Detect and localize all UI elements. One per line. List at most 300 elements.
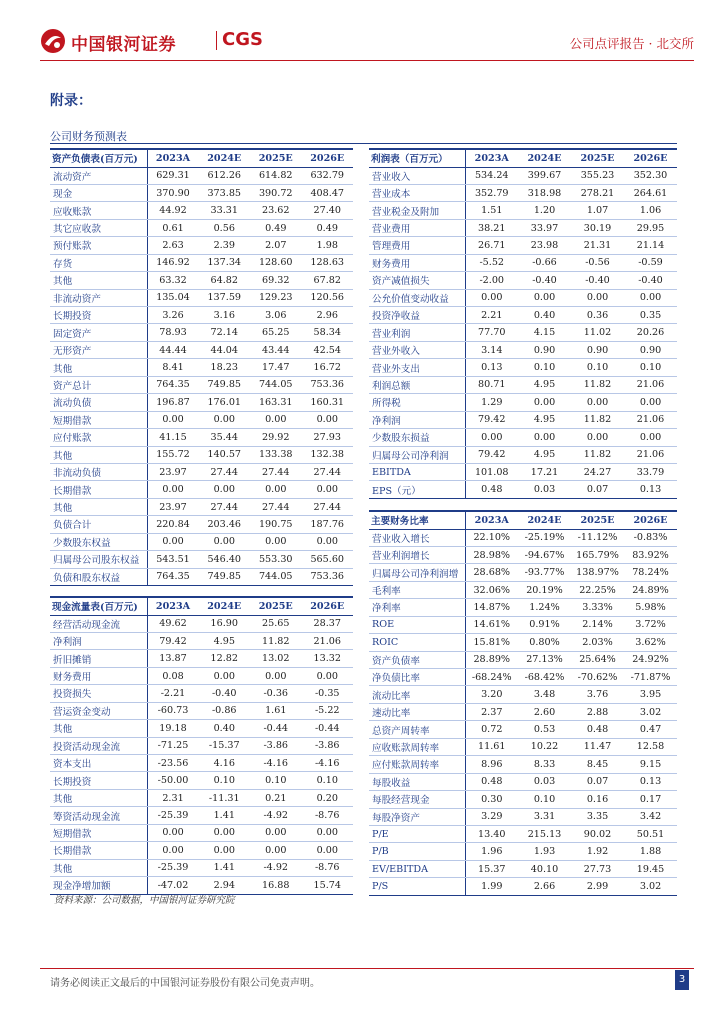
row-label: EBITDA: [369, 463, 465, 480]
row-value: 27.44: [250, 498, 302, 515]
row-value: 165.79%: [571, 546, 624, 563]
row-value: -8.76: [302, 859, 354, 876]
row-value: 2.31: [147, 789, 199, 806]
row-label: 预付账款: [50, 237, 147, 254]
row-value: 28.37: [302, 615, 354, 632]
row-value: 0.00: [199, 411, 251, 428]
income-statement-table: [369, 148, 677, 499]
year-header: 2026E: [302, 149, 354, 167]
row-value: 15.74: [302, 877, 354, 894]
row-value: -0.86: [199, 702, 251, 719]
row-label: EV/EBITDA: [369, 860, 465, 877]
table-row: [50, 702, 353, 719]
row-value: 399.67: [518, 167, 571, 184]
row-value: 120.56: [302, 289, 354, 306]
row-value: 137.34: [199, 254, 251, 271]
row-value: 744.05: [250, 568, 302, 585]
row-value: 23.97: [147, 463, 199, 480]
row-value: 27.44: [199, 463, 251, 480]
row-value: 0.20: [302, 789, 354, 806]
row-value: 22.25%: [571, 581, 624, 598]
row-value: 753.36: [302, 568, 354, 585]
table-row: [369, 686, 677, 703]
year-header: 2024E: [199, 149, 251, 167]
row-value: 1.41: [199, 807, 251, 824]
row-value: 22.10%: [465, 529, 518, 546]
table-row: [369, 272, 677, 289]
row-value: 2.37: [465, 703, 518, 720]
table-title: 现金流量表(百万元): [50, 597, 147, 615]
row-label: 流动负债: [50, 394, 147, 411]
table-row: [369, 878, 677, 895]
row-label: 资产总计: [50, 376, 147, 393]
table-row: [369, 429, 677, 446]
table-row: [50, 720, 353, 737]
row-label: 应收账款: [50, 202, 147, 219]
row-label: 现金净增加额: [50, 877, 147, 894]
year-header: 2024E: [518, 511, 571, 529]
row-value: -0.40: [571, 272, 624, 289]
row-value: -23.56: [147, 755, 199, 772]
report-type: 公司点评报告 · 北交所: [569, 36, 694, 51]
row-label: 应收账款周转率: [369, 738, 465, 755]
table-row: [50, 568, 353, 585]
row-label: 长期借款: [50, 842, 147, 859]
row-value: 146.92: [147, 254, 199, 271]
table-row: [369, 599, 677, 616]
row-value: 4.15: [518, 324, 571, 341]
cash-flow-table: [50, 596, 353, 895]
row-value: 21.06: [624, 446, 677, 463]
table-row: [369, 307, 677, 324]
row-value: -50.00: [147, 772, 199, 789]
row-value: -3.86: [302, 737, 354, 754]
row-label: 管理费用: [369, 237, 465, 254]
row-value: 67.82: [302, 272, 354, 289]
row-value: 187.76: [302, 516, 354, 533]
row-value: 21.14: [624, 237, 677, 254]
row-value: 65.25: [250, 324, 302, 341]
row-value: 50.51: [624, 825, 677, 842]
row-label: 所得税: [369, 394, 465, 411]
row-value: 0.00: [302, 824, 354, 841]
row-value: -0.44: [250, 720, 302, 737]
row-label: 其他: [50, 272, 147, 289]
row-label: 资产减值损失: [369, 272, 465, 289]
row-label: 其他: [50, 859, 147, 876]
row-label: 其他: [50, 359, 147, 376]
row-label: 其他: [50, 446, 147, 463]
table-row: [50, 289, 353, 306]
row-value: 0.00: [250, 824, 302, 841]
table-row: [50, 516, 353, 533]
row-label: 少数股东损益: [369, 429, 465, 446]
row-value: 0.00: [518, 289, 571, 306]
row-value: 1.07: [571, 202, 624, 219]
row-label: 流动比率: [369, 686, 465, 703]
table-row: [369, 825, 677, 842]
row-value: 40.10: [518, 860, 571, 877]
row-value: 0.10: [624, 359, 677, 376]
row-value: 11.82: [571, 376, 624, 393]
row-label: 应付账款周转率: [369, 756, 465, 773]
row-label: 总资产周转率: [369, 721, 465, 738]
table-row: [50, 202, 353, 219]
row-value: 58.34: [302, 324, 354, 341]
row-label: 短期借款: [50, 411, 147, 428]
row-value: 4.95: [518, 446, 571, 463]
row-value: 29.95: [624, 219, 677, 236]
row-label: 非流动负债: [50, 463, 147, 480]
row-value: 0.00: [302, 533, 354, 550]
row-value: 0.00: [624, 394, 677, 411]
row-value: 0.10: [302, 772, 354, 789]
row-value: 11.82: [571, 411, 624, 428]
row-value: 27.44: [250, 463, 302, 480]
row-label: 速动比率: [369, 703, 465, 720]
row-value: 13.32: [302, 650, 354, 667]
row-value: 25.65: [250, 615, 302, 632]
row-value: 18.23: [199, 359, 251, 376]
row-value: 38.21: [465, 219, 518, 236]
row-value: 20.19%: [518, 581, 571, 598]
table-row: [369, 529, 677, 546]
row-value: 23.97: [147, 498, 199, 515]
row-value: -25.39: [147, 807, 199, 824]
row-value: 11.82: [250, 632, 302, 649]
row-value: -0.40: [624, 272, 677, 289]
row-value: 0.00: [624, 429, 677, 446]
row-value: 27.73: [571, 860, 624, 877]
table-title: 资产负债表(百万元): [50, 149, 147, 167]
row-value: 0.00: [250, 411, 302, 428]
table-row: [369, 721, 677, 738]
row-label: 经营活动现金流: [50, 615, 147, 632]
row-value: -11.31: [199, 789, 251, 806]
row-value: -0.40: [518, 272, 571, 289]
row-value: 24.27: [571, 463, 624, 480]
table-row: [369, 651, 677, 668]
table-header-row: [50, 149, 353, 167]
row-value: 72.14: [199, 324, 251, 341]
row-value: 0.48: [571, 721, 624, 738]
row-value: 0.56: [199, 219, 251, 236]
row-value: 160.31: [302, 394, 354, 411]
row-value: 13.87: [147, 650, 199, 667]
table-row: [369, 463, 677, 480]
table-row: [50, 615, 353, 632]
row-label: 短期借款: [50, 824, 147, 841]
row-value: 43.44: [250, 341, 302, 358]
row-value: 23.98: [518, 237, 571, 254]
row-value: 28.89%: [465, 651, 518, 668]
row-value: 190.75: [250, 516, 302, 533]
row-value: 0.10: [571, 359, 624, 376]
year-header: 2025E: [571, 149, 624, 167]
row-value: 14.87%: [465, 599, 518, 616]
row-value: 0.17: [624, 791, 677, 808]
row-value: 1.29: [465, 394, 518, 411]
row-value: 27.44: [199, 498, 251, 515]
row-value: -0.35: [302, 685, 354, 702]
row-value: 0.00: [199, 533, 251, 550]
row-value: 390.72: [250, 184, 302, 201]
page-number: 3: [675, 970, 689, 990]
row-value: 101.08: [465, 463, 518, 480]
row-value: 3.95: [624, 686, 677, 703]
row-value: -4.16: [250, 755, 302, 772]
row-value: 8.33: [518, 756, 571, 773]
table-row: [50, 307, 353, 324]
table-row: [369, 791, 677, 808]
table-row: [50, 789, 353, 806]
table-row: [50, 341, 353, 358]
row-value: -70.62%: [571, 669, 624, 686]
row-value: 33.31: [199, 202, 251, 219]
row-value: 19.18: [147, 720, 199, 737]
table-row: [369, 446, 677, 463]
row-label: 归属母公司净利润增: [369, 564, 465, 581]
row-label: 每股净资产: [369, 808, 465, 825]
row-value: 8.45: [571, 756, 624, 773]
row-value: -5.52: [465, 254, 518, 271]
row-value: 0.90: [571, 341, 624, 358]
row-value: 14.61%: [465, 616, 518, 633]
row-value: -93.77%: [518, 564, 571, 581]
row-value: 1.93: [518, 843, 571, 860]
table-row: [50, 498, 353, 515]
row-value: 3.16: [199, 307, 251, 324]
row-value: -8.76: [302, 807, 354, 824]
row-value: 0.00: [302, 667, 354, 684]
table-row: [50, 859, 353, 876]
row-label: 营业成本: [369, 184, 465, 201]
table-row: [369, 860, 677, 877]
row-value: 0.00: [199, 481, 251, 498]
balance-sheet-table: [50, 148, 353, 586]
row-label: 非流动资产: [50, 289, 147, 306]
row-value: 4.95: [518, 376, 571, 393]
row-value: 32.06%: [465, 581, 518, 598]
row-label: P/B: [369, 843, 465, 860]
row-label: 资产负债率: [369, 651, 465, 668]
row-value: 24.92%: [624, 651, 677, 668]
row-value: 11.82: [571, 446, 624, 463]
row-value: 3.62%: [624, 634, 677, 651]
row-label: 毛利率: [369, 581, 465, 598]
row-value: 8.41: [147, 359, 199, 376]
row-label: P/S: [369, 878, 465, 895]
logo-icon: [40, 28, 66, 54]
table-row: [369, 808, 677, 825]
row-value: 196.87: [147, 394, 199, 411]
row-value: 0.13: [465, 359, 518, 376]
table-row: [50, 685, 353, 702]
row-value: 0.10: [518, 791, 571, 808]
row-value: 83.92%: [624, 546, 677, 563]
table-row: [369, 481, 677, 498]
row-value: -25.39: [147, 859, 199, 876]
row-label: 其他: [50, 720, 147, 737]
row-label: 营业外支出: [369, 359, 465, 376]
row-value: 0.00: [465, 289, 518, 306]
row-value: -15.37: [199, 737, 251, 754]
row-value: 1.06: [624, 202, 677, 219]
row-value: -68.42%: [518, 669, 571, 686]
row-value: -2.00: [465, 272, 518, 289]
row-value: 1.24%: [518, 599, 571, 616]
row-value: 15.37: [465, 860, 518, 877]
row-value: 565.60: [302, 551, 354, 568]
table-row: [50, 842, 353, 859]
row-value: 0.36: [571, 307, 624, 324]
row-value: 2.63: [147, 237, 199, 254]
row-value: 3.42: [624, 808, 677, 825]
row-value: 0.00: [465, 429, 518, 446]
row-value: 0.49: [302, 219, 354, 236]
row-label: 投资净收益: [369, 307, 465, 324]
year-header: 2026E: [302, 597, 354, 615]
row-value: 3.02: [624, 878, 677, 895]
row-value: 546.40: [199, 551, 251, 568]
row-value: 0.13: [624, 481, 677, 498]
table-row: [50, 667, 353, 684]
page-header: [40, 26, 694, 56]
row-value: 0.00: [147, 481, 199, 498]
row-value: 0.30: [465, 791, 518, 808]
row-value: 132.38: [302, 446, 354, 463]
row-value: 44.04: [199, 341, 251, 358]
row-value: 79.42: [465, 446, 518, 463]
row-label: 长期投资: [50, 772, 147, 789]
row-value: -25.19%: [518, 529, 571, 546]
row-value: 69.32: [250, 272, 302, 289]
row-label: 归属母公司股东权益: [50, 551, 147, 568]
row-value: 2.21: [465, 307, 518, 324]
row-value: 0.10: [518, 359, 571, 376]
row-value: -4.92: [250, 859, 302, 876]
row-value: 0.00: [302, 481, 354, 498]
row-value: 42.54: [302, 341, 354, 358]
row-value: 3.72%: [624, 616, 677, 633]
row-value: 612.26: [199, 167, 251, 184]
table-row: [50, 446, 353, 463]
table-row: [50, 551, 353, 568]
year-header: 2023A: [147, 149, 199, 167]
logo-en: CGS: [222, 29, 263, 50]
row-value: -0.66: [518, 254, 571, 271]
row-label: 营业税金及附加: [369, 202, 465, 219]
row-label: 负债合计: [50, 516, 147, 533]
row-value: 155.72: [147, 446, 199, 463]
table-row: [50, 632, 353, 649]
row-value: 318.98: [518, 184, 571, 201]
row-value: 203.46: [199, 516, 251, 533]
row-value: 12.82: [199, 650, 251, 667]
row-value: -71.87%: [624, 669, 677, 686]
row-value: 28.98%: [465, 546, 518, 563]
row-value: 3.31: [518, 808, 571, 825]
row-value: 1.96: [465, 843, 518, 860]
section-title: 公司财务预测表: [50, 130, 127, 143]
table-row: [369, 669, 677, 686]
row-value: 16.90: [199, 615, 251, 632]
row-value: 79.42: [147, 632, 199, 649]
table-row: [50, 359, 353, 376]
row-value: 3.48: [518, 686, 571, 703]
row-label: 固定资产: [50, 324, 147, 341]
row-value: -0.40: [199, 685, 251, 702]
table-row: [50, 272, 353, 289]
row-value: -68.24%: [465, 669, 518, 686]
table-row: [50, 411, 353, 428]
row-value: 27.44: [302, 498, 354, 515]
row-value: 0.00: [250, 667, 302, 684]
year-header: 2023A: [465, 511, 518, 529]
row-value: 0.48: [465, 773, 518, 790]
footer-disclaimer: 请务必阅读正文最后的中国银河证券股份有限公司免责声明。: [50, 978, 320, 989]
row-value: 553.30: [250, 551, 302, 568]
table-row: [369, 616, 677, 633]
footer-divider: [40, 968, 694, 969]
row-value: 0.10: [199, 772, 251, 789]
row-label: 净利率: [369, 599, 465, 616]
table-row: [369, 359, 677, 376]
row-label: 现金: [50, 184, 147, 201]
row-value: 264.61: [624, 184, 677, 201]
row-value: 21.06: [624, 376, 677, 393]
row-label: ROE: [369, 616, 465, 633]
row-value: 30.19: [571, 219, 624, 236]
row-value: 128.63: [302, 254, 354, 271]
row-value: 13.02: [250, 650, 302, 667]
row-value: 16.72: [302, 359, 354, 376]
row-value: 35.44: [199, 429, 251, 446]
table-row: [50, 807, 353, 824]
year-header: 2024E: [518, 149, 571, 167]
year-header: 2025E: [250, 149, 302, 167]
table-row: [50, 463, 353, 480]
row-value: 0.47: [624, 721, 677, 738]
row-label: 少数股东权益: [50, 533, 147, 550]
row-value: -11.12%: [571, 529, 624, 546]
row-value: 0.91%: [518, 616, 571, 633]
table-row: [50, 772, 353, 789]
row-value: 0.61: [147, 219, 199, 236]
table-row: [50, 481, 353, 498]
row-label: 营业费用: [369, 219, 465, 236]
row-value: 77.70: [465, 324, 518, 341]
row-label: 投资活动现金流: [50, 737, 147, 754]
header-divider: [40, 60, 694, 61]
row-value: 90.02: [571, 825, 624, 842]
appendix-title: 附录：: [50, 93, 92, 109]
row-label: 无形资产: [50, 341, 147, 358]
row-label: 净利润: [369, 411, 465, 428]
row-value: 0.16: [571, 791, 624, 808]
row-value: 764.35: [147, 568, 199, 585]
row-value: 21.06: [624, 411, 677, 428]
row-value: 0.00: [147, 842, 199, 859]
row-value: 2.07: [250, 237, 302, 254]
row-value: 11.02: [571, 324, 624, 341]
row-value: 0.10: [250, 772, 302, 789]
year-header: 2026E: [624, 511, 677, 529]
row-label: 财务费用: [369, 254, 465, 271]
row-label: 投资损失: [50, 685, 147, 702]
table-row: [50, 184, 353, 201]
row-value: 4.95: [518, 411, 571, 428]
